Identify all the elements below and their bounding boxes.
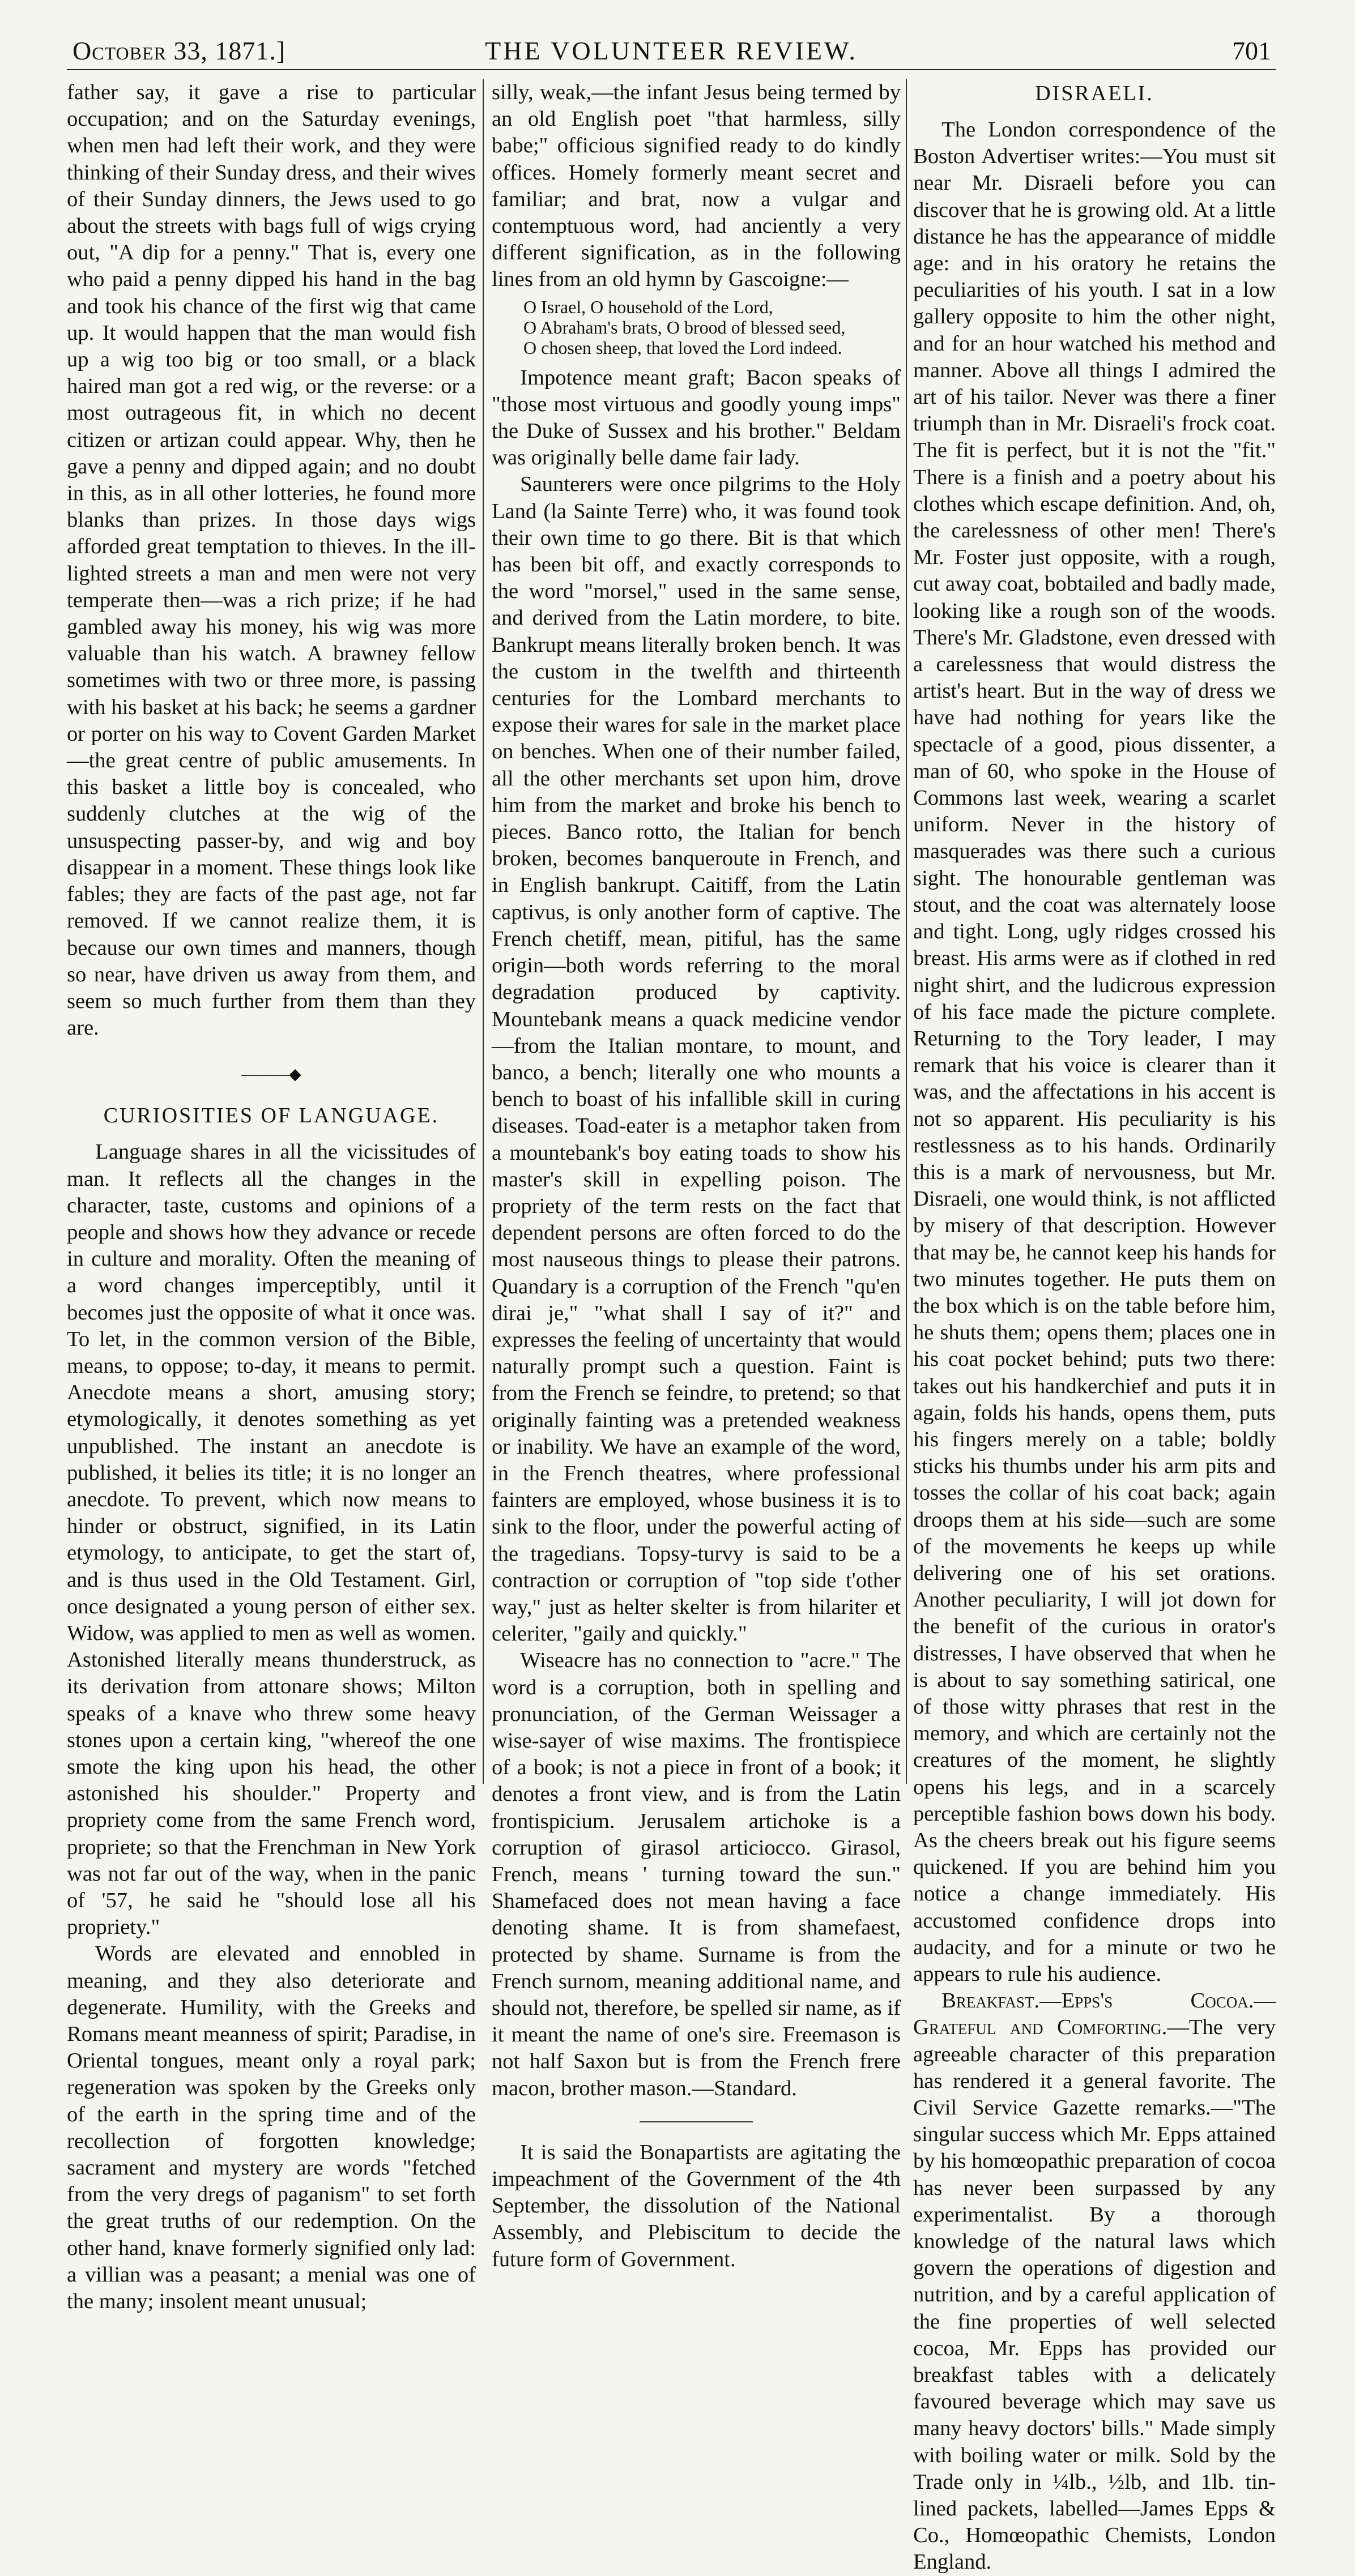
- disraeli-paragraph: The London correspondence of the Boston Advertiser writes:—You must sit near Mr. Disraeli before you can discover that he is growing old. At a little distance he has the appearance of middle age: and in his oratory he retains the peculiarities of his youth. I sat in a low gallery opposite to him the other night, and for an hour watched his method and manner. Above all things I admired the art of his tailor. Never was there a finer triumph than in Mr. Disraeli's frock coat. The fit is perfect, but it is not the "fit." There is a finish and a poetry about his clothes which escape definition. And, oh, the carelessness of other men! There's Mr. Foster just opposite, with a rough, cut away coat, bobtailed and badly made, looking like a rough son of the woods. There's Mr. Gladstone, even dressed with a carelessness that would distress the artist's heart. But in the way of dress we have had nothing for years like the spectacle of a good, pious dissenter, a man of 60, who spoke in the House of Commons last week, wearing a scarlet uniform. Never in the history of masquerades was there such a curious sight. The honourable gentleman was stout, and the coat was alternately loose and tight. Long, ugly ridges crossed his breast. His arms were as if clothed in red night shirt, and the ludicrous expression of his face made the picture complete. Returning to the Tory leader, I may remark that his voice is clearer than it was, and the affectations in his accent is not so apparent. His peculiarity is his restlessness as to his hands. Ordinarily this is a mark of nervousness, but Mr. Disraeli, one would think, is not afflicted by misery of that description. However that may be, he cannot keep his hands for two minutes together. He puts them on the box which is on the table before him, he shuts them; opens them; places one in his coat pocket behind; puts two there: takes out his handkerchief and puts it in again, folds his hands, opens them, puts his fingers merely on a table; boldly sticks his thumbs under his arm pits and tosses the collar of his coat back; again droops them at his side—such are some of the movements he keeps up while delivering one of his set orations. Another peculiarity, I will jot down for the benefit of the curious in orator's distresses, I have observed that when he is about to say something satirical, one of those witty phrases that rest in the memory, and which are certainly not the creatures of the moment, he slightly opens his legs, and in a scarcely perceptible fashion bows down his body. As the cheers break out his figure seems quickened. If you are behind him you notice a change immediately. His accustomed confidence drops into audacity, and for a minute or two he appears to rule his audience.: [913, 118, 1276, 1987]
- column-rule: [906, 79, 907, 1784]
- gascoigne-hymn-quote: [523, 297, 901, 358]
- article-title-disraeli: DISRAELI.: [1035, 82, 1154, 105]
- impotence-paragraph: Impotence meant graft; Bacon speaks of "those most virtuous and goodly young imps" the Duke of Sussex and his brother." Beldam was originally belle dame fair lady.: [492, 365, 901, 470]
- poem-line: O chosen sheep, that loved the Lord indeed.: [523, 337, 842, 358]
- masthead-title: THE VOLUNTEER REVIEW.: [485, 36, 858, 65]
- wig-lottery-paragraph: father say, it gave a rise to particular occupation; and on the Saturday evenings, when men had left their work, and they were thinking of their Sunday dress, and their wives of their Sunday dinners, the Jews used to go about the streets with bags full of wigs crying out, "A dip for a penny." That is, every one who paid a penny dipped his hand in the bag and took his chance of the first wig that came up. It would happen that the man would fish up a wig too big or too small, or a black haired man got a red wig, or the reverse: or a most outrageous fit, in which no decent citizen or artizan could appear. Why, then he gave a penny and dipped again; and no doubt in this, as in all other lotteries, he found more blanks than prizes. In those days wigs afforded great temptation to thieves. In the ill-lighted streets a man and men were not very temperate then—was a rich prize; if he had gambled away his money, his wig was more valuable than his watch. A brawney fellow sometimes with two or three more, is passing with his basket at his back; he seems a gardner or porter on his way to Covent Garden Market—the great centre of public amusements. In this basket a little boy is concealed, who suddenly clutches at the wig of the unsuspecting passer-by, and wig and boy disappear in a moment. These things look like fables; they are facts of the past age, not far removed. If we cannot realize them, it is because our own times and manners, though so near, have driven us away from them, and seem so much further from them than they are.: [67, 80, 476, 1040]
- bonapartists-paragraph: It is said the Bonapartists are agitating the impeachment of the Government of the 4th September, the dissolution of the National Assembly, and Plebiscitum to decide the future form of Government.: [492, 2140, 901, 2271]
- language-paragraph: Language shares in all the vicissitudes of man. It reflects all the changes in the character, taste, customs and opinions of a people and shows how they advance or recede in culture and morality. Often the meaning of a word changes imperceptibly, until it becomes just the opposite of what it once was. To let, in the common version of the Bible, means, to oppose; to-day, it means to permit. Anecdote means a short, amusing story; etymologically, it denotes something as yet unpublished. The instant an anecdote is published, it belies its title; it is no longer an anecdote. To prevent, which now means to hinder or obstruct, signified, in its Latin etymology, to anticipate, to get the start of, and is thus used in the Old Testament. Girl, once designated a young person of either sex. Widow, was applied to men as well as women. Astonished literally means thunderstruck, as its derivation from attonare shows; Milton speaks of a knave who threw some heavy stones upon a certain king, "whereof the one smote the king upon his head, the other astonished his shoulder." Property and propriety come from the same French word, propriete; so that the Frenchman in New York was not far out of the way, when in the panic of '57, he said he "should lose all his propriety.": [67, 1140, 476, 1940]
- wiseacre-paragraph: Wiseacre has no connection to "acre." The word is a corruption, both in spelling and pronunciation, of the German Weissager a wise-sayer of wise maxims. The frontispiece of a book; is not a piece in front of a book; it denotes a front view, and is from the Latin frontispicium. Jerusalem artichoke is a corruption of girasol articiocco. Girasol, French, means ' turning toward the sun." Shamefaced does not mean having a face denoting shame. It is from shamefaest, protected by shame. Surname is from the French surnom, meaning additional name, and should not, therefore, be spelled sir name, as if it meant the name of one's sire. Freemason is not half Saxon but is from the French frere macon, brother mason.—Standard.: [492, 1648, 901, 2100]
- poem-line: O Israel, O household of the Lord,: [523, 296, 773, 317]
- column-2: [492, 79, 901, 2273]
- article-title-curiosities: CURIOSITIES OF LANGUAGE.: [103, 1104, 440, 1128]
- poem-line: O Abraham's brats, O brood of blessed seed,: [523, 317, 846, 338]
- column-3: [913, 79, 1276, 2576]
- page-number: 701: [1232, 36, 1271, 65]
- column-rule: [483, 79, 484, 1784]
- advert-kicker: Breakfast.—Epps's Cocoa.—Grateful and Comforting.: [913, 1989, 1276, 2040]
- section-separator: [640, 2121, 753, 2122]
- silly-paragraph: silly, weak,—the infant Jesus being termed by an old English poet "that harmless, silly babe;" officious signified ready to do kindly offices. Homely formerly meant secret and familiar; and brat, now a vulgar and contemptuous word, had anciently a very different signification, as in the following lines from an old hymn by Gascoigne:—: [492, 80, 901, 292]
- advert-text: —The very agreeable character of this preparation has rendered it a general favorite. The Civil Service Gazette remarks.—"The singular success which Mr. Epps attained by his homœopathic preparation of cocoa has never been surpassed by any experimentalist. By a thorough knowledge of the natural laws which govern the operations of digestion and nutrition, and by a careful application of the fine properties of well selected cocoa, Mr. Epps has provided our breakfast tables with a delicately favoured beverage which may save us many heavy doctors' bills." Made simply with boiling water or milk. Sold by the Trade only in ¼lb., ½lb, and 1lb. tin-lined packets, labelled—James Epps & Co., Homœopathic Chemists, London England.: [913, 2015, 1276, 2574]
- page-header: [67, 35, 1276, 70]
- words-paragraph: Words are elevated and ennobled in meaning, and they also deteriorate and degenerate. Humility, with the Greeks and Romans meant meanness of spirit; Paradise, in Oriental tongues, meant only a royal park; regeneration was spoken by the Greeks only of the earth in the spring time and of the recollection of forgotten knowledge; sacrament and mystery are words "fetched from the very dregs of paganism" to set forth the great truths of our redemption. On the other hand, knave formerly signified only lad: a villian was a peasant; a menial was one of the many; insolent meant unusual;: [67, 1942, 476, 2314]
- epps-cocoa-advertisement: [913, 1988, 1276, 2575]
- column-1: [67, 79, 476, 2315]
- header-date: October 33, 1871.]: [73, 36, 286, 65]
- section-ornament: ———◆: [241, 1066, 301, 1084]
- saunterers-paragraph: Saunterers were once pilgrims to the Holy Land (la Sainte Terre) who, it was found took their own time to go there. Bit is that which has been bit off, and exactly corresponds to the word "morsel," used in the same sense, and derived from the Latin mordere, to bite. Bankrupt means literally broken bench. It was the custom in the twelfth and thirteenth centuries for the Lombard merchants to expose their wares for sale in the market place on benches. When one of their number failed, all the other merchants set upon him, drove him from the market and broke his bench to pieces. Banco rotto, the Italian for bench broken, becomes banqueroute in French, and in English bankrupt. Caitiff, from the Latin captivus, is only another form of captive. The French chetiff, mean, pitiful, has the same origin—both words referring to the moral degradation produced by captivity. Mountebank means a quack medicine vendor—from the Italian montare, to mount, and banco, a bench; literally one who mounts a bench to boast of his infallible skill in curing diseases. Toad-eater is a metaphor taken from a mountebank's boy eating toads to show his master's skill in expelling poison. The propriety of the term rests on the fact that dependent persons are often forced to do the most nauseous things to please their patrons. Quandary is a corruption of the French "qu'en dirai je," "what shall I say of it?" and expresses the feeling of uncertainty that would naturally prompt such a question. Faint is from the French se feindre, to pretend; so that originally fainting was a pretended weakness or inability. We have an example of the word, in the French theatres, where professional fainters are employed, whose business it is to sink to the floor, under the powerful acting of the tragedians. Topsy-turvy is said to be a contraction or corruption of "top side t'other way," just as helter skelter is from hilariter et celeriter, "gaily and quickly.": [492, 472, 901, 1646]
